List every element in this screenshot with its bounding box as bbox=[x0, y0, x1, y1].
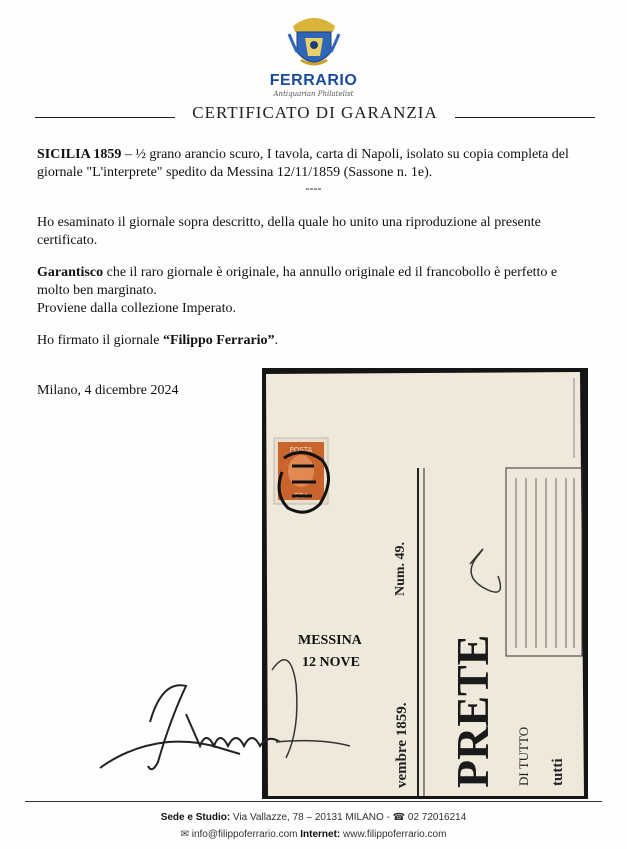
signature-statement bbox=[37, 332, 593, 350]
phone-icon: ☎ bbox=[392, 812, 406, 823]
guarantee-statement bbox=[37, 264, 593, 300]
footer-divider bbox=[25, 801, 602, 802]
separator: ---- bbox=[305, 181, 322, 195]
certificate-title: CERTIFICATO DI GARANZIA bbox=[192, 103, 438, 122]
postage-stamp bbox=[274, 438, 328, 504]
certificate-title-row bbox=[35, 103, 595, 125]
internet-label: Internet: bbox=[300, 829, 341, 840]
letterhead-logo bbox=[0, 8, 627, 103]
brand-name: FERRARIO bbox=[269, 72, 358, 89]
footer-contacts bbox=[0, 829, 627, 840]
postmark-date: 12 NOVE bbox=[302, 655, 360, 670]
address-value: Via Vallazze, 78 – 20131 MILANO - bbox=[230, 812, 393, 823]
brand-subtitle: Antiquarian Philatelist bbox=[273, 90, 354, 98]
stamp-top-text: POSTA bbox=[289, 446, 313, 454]
phone-number: 02 72016214 bbox=[405, 812, 467, 823]
postmark-city: MESSINA bbox=[298, 633, 362, 648]
masthead-subtitle: DI TUTTO bbox=[516, 726, 531, 786]
guarantee-keyword: Garantisco bbox=[37, 265, 104, 280]
place-and-date: Milano, 4 dicembre 2024 bbox=[37, 383, 179, 398]
stamp-bottom-text: GRA bbox=[293, 492, 309, 500]
email-icon: ✉ bbox=[180, 829, 189, 840]
item-country-year: SICILIA 1859 bbox=[37, 147, 122, 162]
newspaper-masthead: PRETE bbox=[447, 634, 498, 788]
website-url[interactable]: www.filippoferrario.com bbox=[340, 829, 447, 840]
signature-statement-prefix: Ho firmato il giornale bbox=[37, 333, 163, 348]
item-description bbox=[37, 146, 593, 182]
guarantee-details: che il raro giornale è originale, ha annullo originale ed il francobollo è perfetto e molto ben marginato. bbox=[37, 265, 558, 298]
examination-statement: Ho esaminato il giornale sopra descritto, della quale ho unito una riproduzione al presente certificato. bbox=[37, 215, 541, 248]
title-rule-left bbox=[35, 117, 175, 118]
newspaper-date: vembre 1859. bbox=[394, 702, 410, 788]
footer-address bbox=[0, 812, 627, 823]
item-details: – ½ grano arancio scuro, I tavola, carta di Napoli, isolato su copia completa del giornale "L'interprete" spedito da Messina 12/11/1859 (Sassone n. 1e). bbox=[37, 147, 569, 180]
email-address[interactable]: info@filippoferrario.com bbox=[188, 829, 301, 840]
signature-name: “Filippo Ferrario” bbox=[162, 333, 275, 348]
masthead-subtitle-2: tutti bbox=[550, 758, 566, 786]
title-rule-right bbox=[455, 117, 595, 118]
crest-icon bbox=[285, 12, 343, 72]
handwritten-signature bbox=[90, 650, 430, 780]
issue-number: Num. 49. bbox=[393, 541, 408, 596]
provenance: Proviene dalla collezione Imperato. bbox=[37, 301, 237, 316]
signature-statement-suffix: . bbox=[274, 333, 279, 348]
address-label: Sede e Studio: bbox=[160, 812, 231, 823]
